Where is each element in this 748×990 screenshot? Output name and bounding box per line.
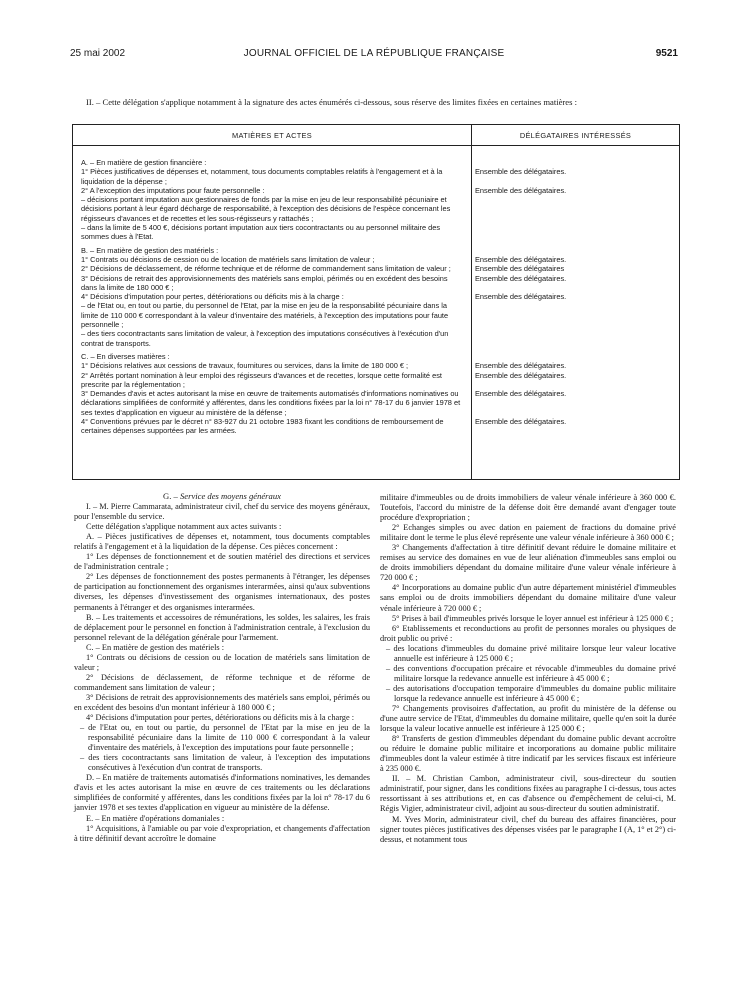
table-cell-delegataire <box>465 329 671 348</box>
paragraph: 5° Prises à bail d'immeubles privés lorsque le loyer annuel est inférieur à 125 000 € ; <box>392 613 674 623</box>
table-cell-delegataire: Ensemble des délégataires. <box>475 361 567 371</box>
paragraph: 8° Transferts de gestion d'immeubles dépendant du domaine public devant accroître ou réduire le domaine public militaire et incorporations au domaine public militaire d'immeubles dont la valeur estimée à titre indicatif par les services fiscaux est inférieure à 235 000 €. <box>380 734 676 774</box>
paragraph: 4° Décisions d'imputation pour pertes, détériorations ou déficits mis à la charge : <box>86 713 355 723</box>
running-header <box>70 48 678 62</box>
table-row <box>73 246 679 255</box>
paragraph: D. – En matière de traitements automatisés d'informations nominatives, les demandes d'avis et les actes autorisant la mise en œuvre de ces traitements ou les déclarations simplifiées de conformité y afférentes, dans les conditions fixées par la loi n° 78-17 du 6 janvier 1978 et ses textes d'application en vigueur au ministère de la défense. <box>74 773 370 813</box>
left-closing-paragraphs <box>74 773 370 843</box>
table-row <box>73 329 679 348</box>
paragraph: 2° Les dépenses de fonctionnement des postes permanents à l'étranger, les dépenses de participation au fonctionnement des organismes interarmées, ainsi qu'aux subventions diverses, les dépenses d'investissement des organismes internationaux, des postes permanents à l'étranger et des organismes interarmées. <box>74 572 370 612</box>
paragraph: militaire d'immeubles ou de droits immobiliers de valeur vénale inférieure à 360 000 €. Toutefois, l'accord du ministre de la défense doit être demandé avant d'engager toute procédure d'expropriation ; <box>380 493 676 523</box>
table-cell-matiere: 4° Décisions d'imputation pour pertes, détériorations ou déficits mis à la charge : <box>81 292 344 302</box>
table-cell-delegataire: Ensemble des délégataires. <box>475 370 567 380</box>
paragraph: A. – Pièces justificatives de dépenses et, notamment, tous documents comptables relatifs à l'engagement et à la liquidation de la dépense. Ces pièces concernent : <box>74 532 370 552</box>
dash-item: – des autorisations d'occupation temporaire d'immeubles du domaine public militaire lorsque la redevance annuelle est inférieure à 45 000 € ; <box>386 683 676 703</box>
right-paragraphs-b <box>380 704 676 845</box>
dash-item: – des locations d'immeubles du domaine privé militaire lorsque leur valeur locative annuelle est inférieure à 125 000 € ; <box>386 643 676 663</box>
table-row <box>73 352 679 361</box>
table-cell-matiere: 1° Pièces justificatives de dépenses et, notamment, tous documents comptables relatifs à l'engagement et à la liquidation de la dépense ; <box>81 167 443 186</box>
right-dash-list <box>380 644 676 704</box>
table-body <box>73 158 679 436</box>
left-dash-list <box>74 723 370 773</box>
table-cell-delegataire <box>465 195 671 223</box>
table-row <box>73 274 679 293</box>
table-cell-matiere: 1° Décisions relatives aux cessions de travaux, fournitures ou services, dans la limite de 180 000 € ; <box>81 361 409 371</box>
table-cell-delegataire <box>465 223 671 242</box>
dash-item: – des tiers cocontractants sans limitation de valeur, à l'exception des imputations consécutives à l'exécution d'un contrat de transports. <box>80 753 370 773</box>
table-row <box>73 158 679 167</box>
table-cell-delegataire <box>465 246 671 255</box>
table-cell-matiere: 2° Décisions de déclassement, de réforme technique et de réforme de commandement sans limitation de valeur ; <box>81 264 451 274</box>
table-cell-matiere: 4° Conventions prévues par le décret n° 83-927 du 21 octobre 1983 fixant les conditions de remboursement de certaines dépenses supportées par les armées. <box>81 417 444 436</box>
table-row <box>73 264 679 273</box>
paragraph: 2° Décisions de déclassement, de réforme technique et de réforme de commandement sans limitation de valeur ; <box>74 672 370 692</box>
paragraph: I. – M. Pierre Cammarata, administrateur civil, chef du service des moyens généraux, pour l'ensemble du service. <box>74 502 370 522</box>
paragraph: 3° Changements d'affectation à titre définitif devant réduire le domaine militaire et remises au service des domaines en vue de leur aliénation d'immeubles sans emploi ou de droits immobiliers dépendant du domaine militaire d'une valeur vénale inférieure à 720 000 € ; <box>380 543 676 583</box>
table-header-matieres: MATIÈRES ET ACTES <box>232 131 312 140</box>
table-row <box>73 167 679 186</box>
table-cell-matiere: – décisions portant imputation aux gestionnaires de fonds par la mise en jeu de leur responsabilité pécuniaire et décisions portant à leur égard décharge de responsabilité, à l'exception des décisions de l'espèce concernant les régisseurs d'avances et de recettes et les sous-régisseurs y rattachés ; <box>81 195 451 223</box>
paragraph: 6° Etablissements et reconductions au profit de personnes morales ou physiques de droit public ou privé : <box>380 623 676 643</box>
paragraph: 1° Contrats ou décisions de cession ou de location de matériels sans limitation de valeur ; <box>74 652 370 672</box>
table-row <box>73 417 679 436</box>
table-cell-delegataire: Ensemble des délégataires. <box>475 389 567 399</box>
table-cell-delegataire: Ensemble des délégataires. <box>475 185 567 195</box>
paragraph: II. – M. Christian Cambon, administrateur civil, sous-directeur du soutien administratif, pour signer, dans les conditions fixées au paragraphe I ci-dessus, tous actes ressortissant à ses attributions et, en cas d'absence ou d'empêchement de celui-ci, M. Régis Vigier, administrateur civil, adjoint au sous-directeur du soutien administratif. <box>380 774 676 814</box>
table-cell-matiere: 2° Arrêtés portant nomination à leur emploi des régisseurs d'avances et de recettes, lorsque cette formalité est prescrite par la réglementation ; <box>81 370 442 389</box>
header-separator <box>73 145 679 146</box>
dash-item: – de l'Etat ou, en tout ou partie, du personnel de l'Etat par la mise en jeu de la responsabilité pécuniaire dans la limite de 110 000 € correspondant à la valeur d'inventaire des matériels, à l'exception des imputations pour faute personnelle ; <box>80 723 370 753</box>
table-cell-delegataire: Ensemble des délégataires. <box>475 273 567 283</box>
table-cell-matiere: 2° A l'exception des imputations pour faute personnelle : <box>81 185 265 195</box>
table-row <box>73 223 679 242</box>
right-column <box>380 493 676 845</box>
paragraph: B. – Les traitements et accessoires de rémunérations, les soldes, les salaires, les frais de déplacement pour le personnel en fonction à l'administration centrale, à l'exclusion du personnel relevant de la délégation générale pour l'armement. <box>74 612 370 642</box>
table-row <box>73 389 679 417</box>
table-row <box>73 186 679 195</box>
paragraph: 3° Décisions de retrait des approvisionnements des matériels sans emploi, périmés ou en excédent des besoins d'un montant inférieur à 180 000 € ; <box>74 692 370 712</box>
table-cell-delegataire: Ensemble des délégataires. <box>475 417 567 427</box>
table-cell-matiere: A. – En matière de gestion financière : <box>81 158 207 167</box>
table-cell-matiere: – de l'Etat ou, en tout ou partie, du personnel de l'Etat, par la mise en jeu de la responsabilité pécuniaire dans la limite de 110 000 € correspondant à la valeur d'inventaire des matériels, à l'exception des imputations pour faute personnelle ; <box>81 301 449 330</box>
table-header-delegataires: DÉLÉGATAIRES INTÉRESSÉS <box>519 131 632 140</box>
table-row <box>73 255 679 264</box>
paragraph: C. – En matière de gestion des matériels : <box>86 642 225 652</box>
dash-item: – des conventions d'occupation précaire et révocable d'immeubles du domaine privé militaire lorsque la redevance annuelle est inférieure à 45 000 € ; <box>386 663 676 683</box>
table-cell-delegataire: Ensemble des délégataires. <box>475 292 567 302</box>
paragraph: 1° Acquisitions, à l'amiable ou par voie d'expropriation, et changements d'affectation à titre définitif devant accroître le domaine <box>74 823 370 843</box>
table-cell-matiere: 3° Décisions de retrait des approvisionnements des matériels sans emploi, périmés ou en excédent des besoins dans la limite de 180 000 € ; <box>81 273 448 292</box>
table-cell-delegataire <box>465 352 671 361</box>
table-cell-matiere: B. – En matière de gestion des matériels : <box>81 245 219 255</box>
section-title-text: Service des moyens généraux <box>180 491 281 501</box>
table-cell-matiere: – des tiers cocontractants sans limitation de valeur, à l'exception des imputations consécutives à l'exécution d'un contrat de transports. <box>81 329 449 348</box>
table-row <box>73 371 679 390</box>
table-row <box>73 301 679 329</box>
table-cell-matiere: 1° Contrats ou décisions de cession ou de location de matériels sans limitation de valeur ; <box>81 254 375 264</box>
table-cell-matiere: C. – En diverses matières : <box>81 351 170 361</box>
table-cell-delegataire: Ensemble des délégataires. <box>475 167 567 177</box>
table-cell-delegataire: Ensemble des délégataires. <box>475 254 567 264</box>
left-paragraphs <box>74 502 370 723</box>
table-cell-delegataire <box>465 158 671 167</box>
right-paragraphs-a <box>380 493 676 644</box>
header-date: 25 mai 2002 <box>70 48 126 59</box>
delegation-table <box>72 124 680 480</box>
table-cell-delegataire <box>465 301 671 329</box>
table-cell-delegataire: Ensemble des délégataires <box>475 264 565 274</box>
paragraph: 7° Changements provisoires d'affectation, au profit du ministère de la défense ou d'une autre service de l'Etat, d'immeubles du domaine militaire, quelle qu'en soit la durée lorsque la valeur locative annuelle est inférieure à 125 000 € ; <box>380 703 676 734</box>
paragraph: Cette délégation s'applique notamment aux actes suivants : <box>86 522 282 532</box>
section-title <box>74 491 370 501</box>
table-row <box>73 195 679 223</box>
paragraph: 1° Les dépenses de fonctionnement et de soutien matériel des directions et services de l'administration centrale ; <box>74 552 370 572</box>
intro-paragraph: II. – Cette délégation s'applique notamment à la signature des actes énumérés ci-dessous, sous réserve des limites fixées en certaines matières : <box>86 97 577 107</box>
left-column <box>74 491 370 844</box>
paragraph: 4° Incorporations au domaine public d'un autre département ministériel d'immeubles sans emploi ou de droits immobiliers dépendant du domaine militaire d'une valeur vénale inférieure à 720 000 € ; <box>380 583 676 613</box>
table-cell-matiere: – dans la limite de 5 400 €, décisions portant imputation aux tiers cocontractants ou au personnel militaire des sommes dues à l'Etat. <box>81 223 441 242</box>
page-number: 9521 <box>655 48 678 59</box>
table-cell-matiere: 3° Demandes d'avis et actes autorisant la mise en œuvre de traitements automatisés d'informations nominatives ou déclarations simplifiées de conformité y afférentes, dans les conditions fixées par la loi n° 78-17 du 6 janvier 1978 et ses textes d'application en vigueur au ministère de la défense ; <box>81 389 461 417</box>
table-row <box>73 361 679 370</box>
paragraph: E. – En matière d'opérations domaniales : <box>86 813 225 823</box>
paragraph: 2° Echanges simples ou avec dation en paiement de fractions du domaine privé militaire dont le terme le plus élevé représente une valeur vénale inférieure à 360 000 € ; <box>380 523 676 543</box>
paragraph: M. Yves Morin, administrateur civil, chef du bureau des affaires financières, pour signer toutes pièces justificatives des dépenses visées par le paragraphe I (A, 1° et 2°) ci-dessus, et notamment tous <box>380 814 676 844</box>
table-row <box>73 292 679 301</box>
section-title-prefix: G. – <box>163 491 180 501</box>
journal-title: JOURNAL OFFICIEL DE LA RÉPUBLIQUE FRANÇAISE <box>243 48 505 59</box>
